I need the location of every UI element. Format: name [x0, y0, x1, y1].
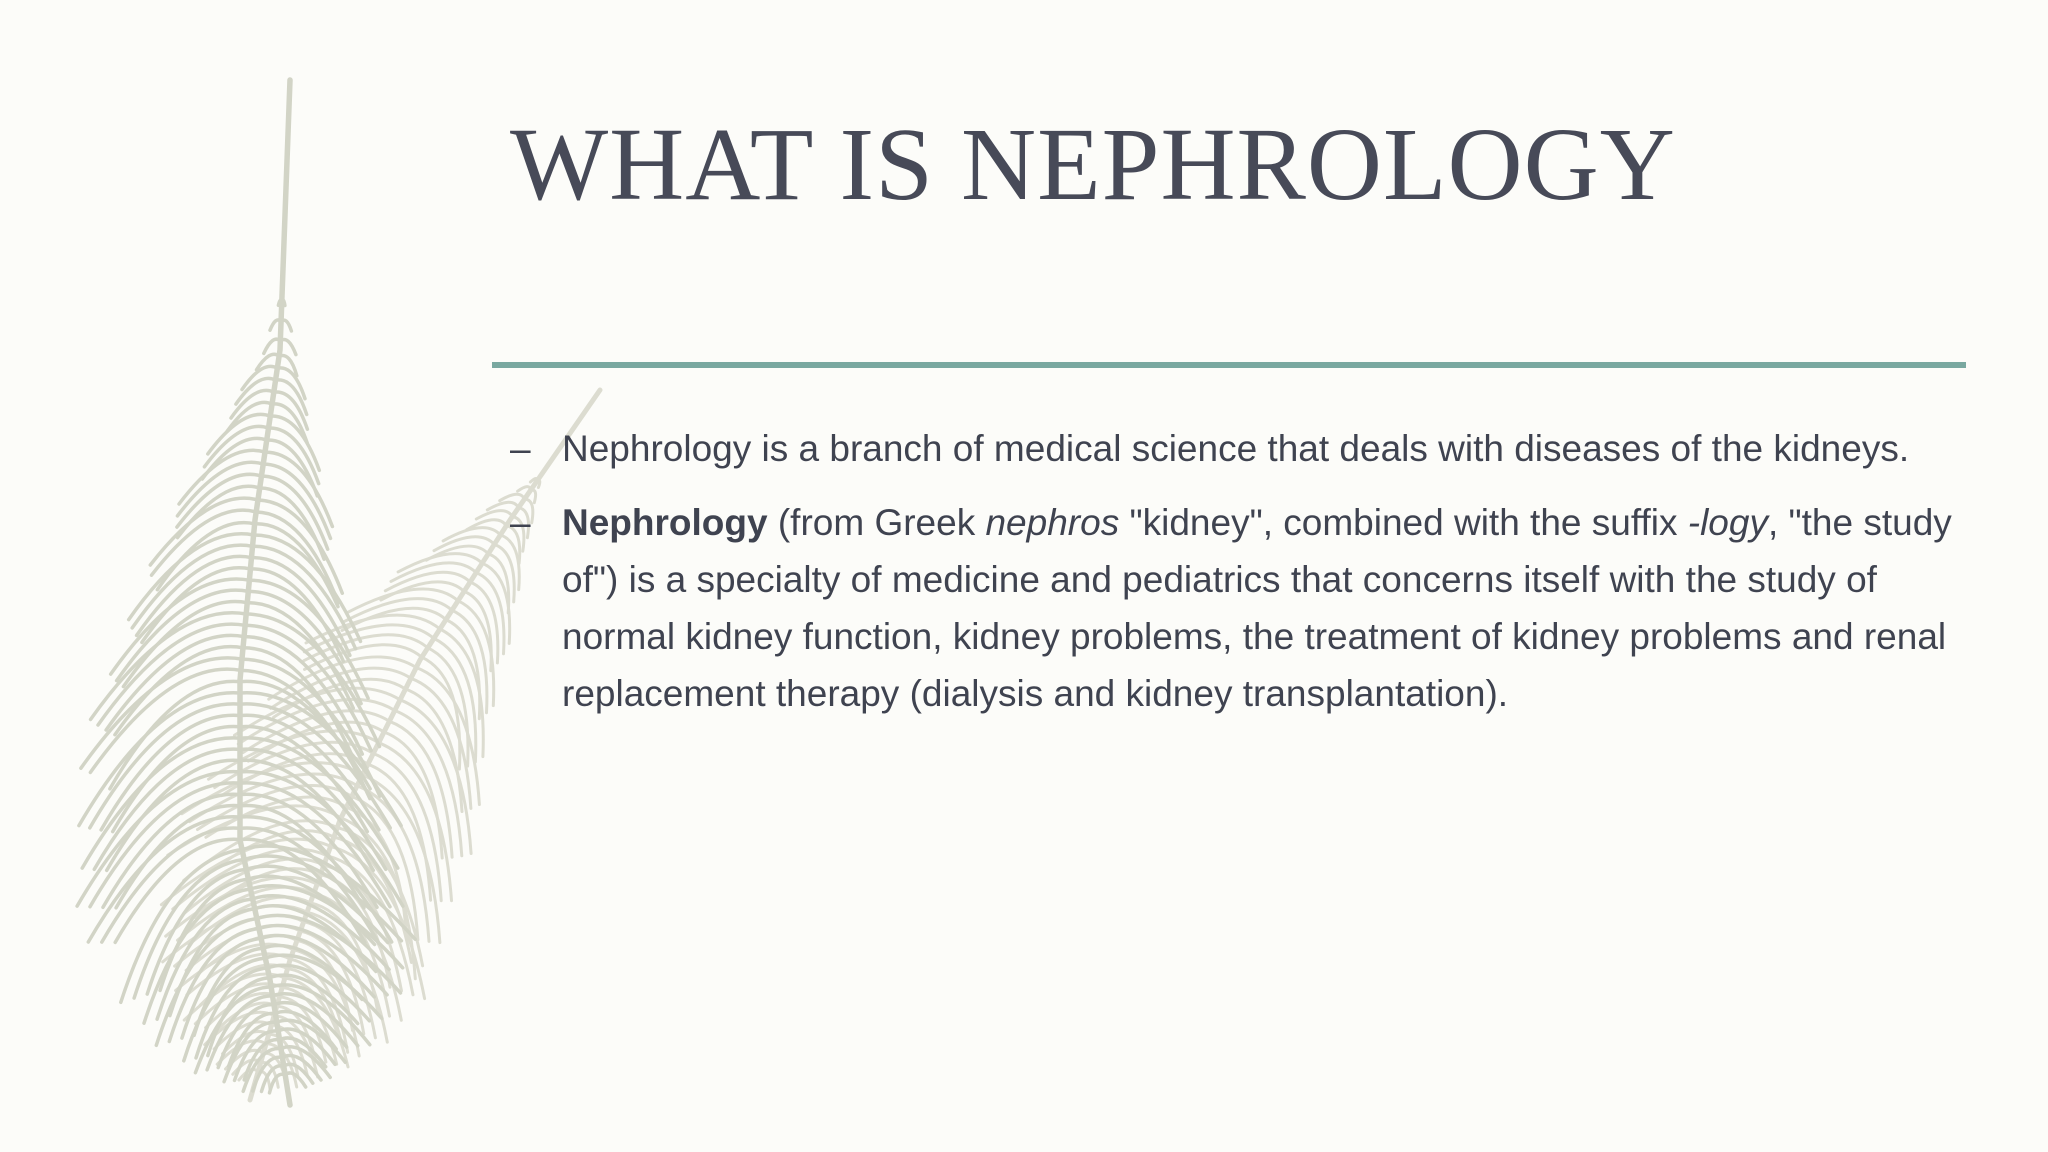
bullet-list: [510, 420, 1970, 739]
slide-title: WHAT IS NEPHROLOGY: [510, 107, 1676, 222]
bullet-dash: –: [510, 428, 531, 469]
bullet-text-2b: "kidney", combined with the suffix: [1119, 502, 1688, 543]
bullet-text-2c: , "the study of") is a specialty of medicine and pediatrics that concerns itself with the study of normal kidney function, kidney problems, the treatment of kidney problems and renal replacement therapy (dialysis and kidney transplantation).: [562, 502, 1952, 714]
term-nephrology: Nephrology: [562, 502, 768, 543]
bullet-item-2: [510, 494, 1970, 722]
greek-word: nephros: [985, 502, 1120, 543]
bullet-item-1: [510, 420, 1970, 477]
title-divider: [492, 362, 1966, 368]
feather-front-icon: [77, 80, 415, 1105]
bullet-text-1: Nephrology is a branch of medical science that deals with diseases of the kidneys.: [562, 428, 1910, 469]
suffix-logy: -logy: [1687, 502, 1768, 543]
bullet-dash: –: [510, 502, 531, 543]
bullet-text-2a: (from Greek: [767, 502, 986, 543]
